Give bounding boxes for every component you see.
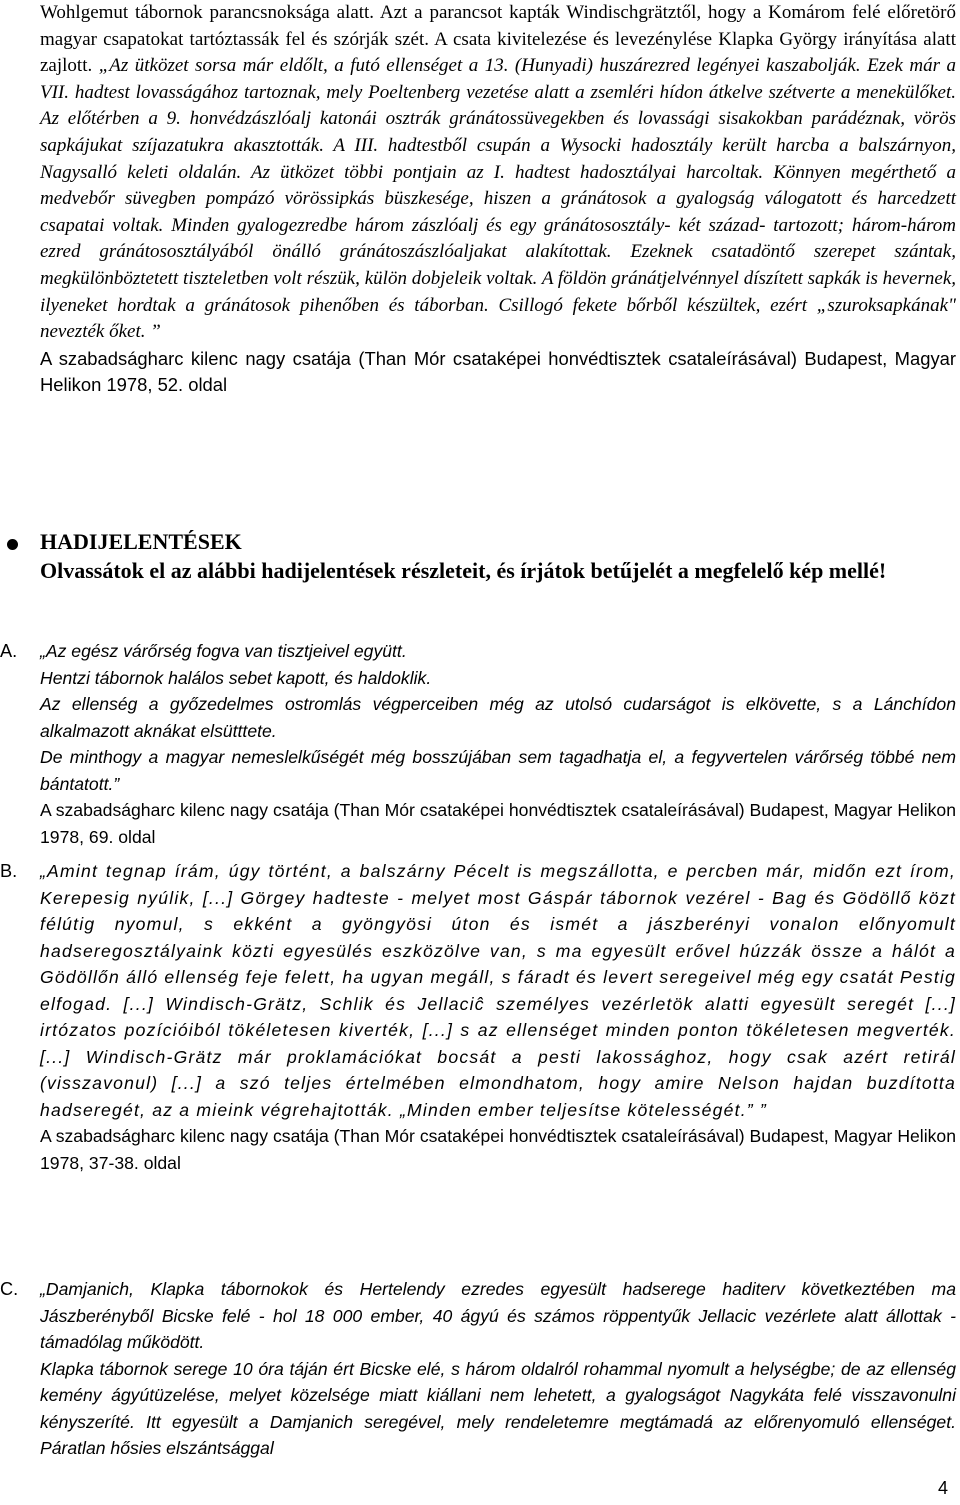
report-b-letter: B. bbox=[0, 861, 18, 881]
heading-title: HADIJELENTÉSEK bbox=[40, 529, 242, 554]
heading-instruction: Olvassátok el az alábbi hadijelentések részleteit, és írjátok betűjelét a megfelelő kép mellé! bbox=[40, 558, 887, 583]
report-a-letter: A. bbox=[0, 641, 18, 661]
intro-text: Wohlgemut tábornok parancsnoksága alatt. Azt a parancsot kapták Windischgrätztől, hogy a Komárom felé előretörő magyar csapatokat tartóztassák fel és szórják szét. A csata kivitelezése és levezénylése Klapka György irányítása alatt zajlott. bbox=[40, 2, 956, 77]
intro-paragraph bbox=[40, 0, 956, 398]
page-number: 4 bbox=[937, 1478, 948, 1498]
report-b-text: „Amint tegnap írám, úgy történt, a balszárny Pécelt is megszállotta, e percben már, midőn ezt írom, Kerepesig nyúlik, [...] Görgey hadteste - melyet most Gáspár tábornok vezérel - Bag és Gödöllő közt félútig nyomul, s ekként a gyöngyösi úton és ismét a jászberényi vonalon előnyomult hadseregosztályaink közti egyesülés eszközölve van, s ma egyesült erővel húzzák össze a hálót a Gödöllőn álló ellenség feje felett, ha ugyan megáll, s fáradt és levert seregeivel még egy csatát Pestig elfogad. [...] Windisch-Grätz, Schlik és Jellaciĉ személyes vezérletök alatti egyesült seregét [...] irtózatos pozícióiból tökéletesen kiverték, [...] s az ellenséget minden ponton tökéletesen megverték. [...] Windisch-Grätz már proklamációkat bocsát a pesti lakossághoz, hogy csak azért retirál (visszavonul) [...] a szó teljes értelmében elmondhatom, hogy amire Nelson hajdan buzdította hadseregét, az a mieink végrehajtották. „Minden ember teljesítse kötelességét.” ” bbox=[40, 861, 956, 1120]
report-b-source: A szabadságharc kilenc nagy csatája (Than Mór csataképei honvédtisztek csataleírásával) Budapest, Magyar Helikon 1978, 37-38. oldal bbox=[40, 1126, 956, 1173]
intro-source: A szabadságharc kilenc nagy csatája (Than Mór csataképei honvédtisztek csataleírásával) Budapest, Magyar Helikon 1978, 52. oldal bbox=[40, 347, 956, 395]
report-a-source: A szabadságharc kilenc nagy csatája (Than Mór csataképei honvédtisztek csataleírásával) Budapest, Magyar Helikon 1978, 69. oldal bbox=[40, 800, 956, 847]
intro-quote: „Az ütközet sorsa már eldőlt, a futó ellenséget a 13. (Hunyadi) huszárezred legényei kaszabolják. Ezek már a VII. hadtest lovasságához tartoznak, mely Poeltenberg vezetése alatt a zsemléri hídon átkelve szétverte a menekülőket. Az előtérben a 9. honvédzászlóalj katonái osztrák gránátossüvegekben és lovassági sisakokban parádéznak, vörös sapkájukat szíjazatukra akasztották. A III. hadtestből csupán a Wysocki hadosztály került harcba a balszárnyon, Nagysalló keleti oldalán. Az ütközet többi pontjain az I. hadtest hadosztályai harcoltak. Könnyen megérthető a medvebőr süvegben pompázó vörössipkás büszkesége, hiszen a gránátosok a gyalogság válogatott és harcedzett csapatai voltak. Minden gyalogezredbe három zászlóalj és egy gránátososztály- két század- tartozott; három-három ezred gránátososztályából önálló gránátoszászlóaljakat alakítottak. Ezeknek csatadöntő szerepet szántak, megkülönböztetett tiszteletben volt részük, külön dobjeleik voltak. A földön gránátjelvénnyel díszített sapkák is hevernek, ilyeneket hordtak a gránátosok pihenőben és táborban. Csillogó fekete bőrből készültek, ezért „szuroksapkának" nevezték őket. ” bbox=[40, 55, 956, 343]
bullet-icon bbox=[7, 539, 18, 550]
report-c-letter: C. bbox=[0, 1279, 19, 1299]
report-c-text: „Damjanich, Klapka tábornokok és Hertelendy ezredes egyesült hadserege haditerv következtében ma Jászberényből Bicske felé - hol 18 000 ember, 40 ágyú és számos röppentyűk Jellacic vezérlete alatt állottak - támadólag működött. Klapka tábornok serege 10 óra táján ért Bicske elé, s három oldalról rohammal nyomult a helységbe; de az ellenség kemény ágyútüzelése, melyet közelsége miatt kiállani nem lehetett, a gyalogságot Nagykáta felé visszavonulni kényszeríté. Itt egyesült a Damjanich seregével, mely rendeletemre megtámadá az előrenyomuló ellenséget. Páratlan hősies elszántsággal bbox=[40, 1279, 956, 1458]
report-a-text: „Az egész várőrség fogva van tisztjeivel együtt. Hentzi tábornok halálos sebet kapott, és haldoklik. Az ellenség a győzedelmes ostromlás végperceiben még az utolsó cudarságot is elkövette, s a Lánchídon alkalmazott aknákat elsütttete. De minthogy a magyar nemeslelkűségét még bosszújában sem tagadhatja el, a fegyvertelen várőrség többé nem bántatott.” bbox=[40, 641, 956, 794]
